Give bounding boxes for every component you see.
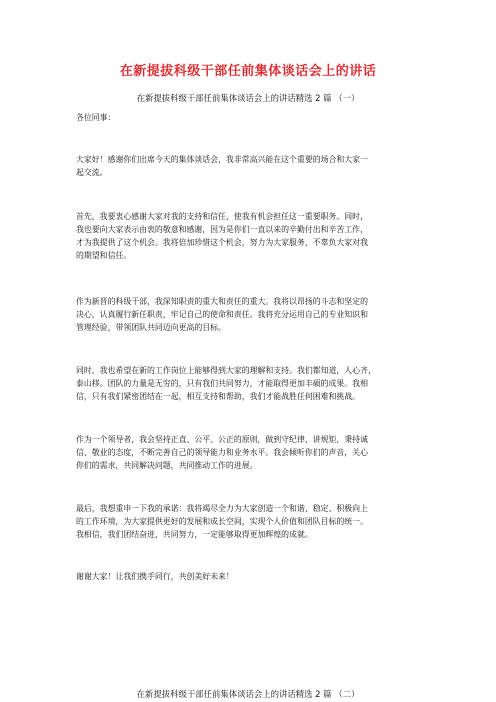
paragraph-line: 我也要向大家表示由衷的敬意和感谢，因为是你们一直以来的辛勤付出和辛苦工作， (76, 225, 368, 234)
paragraph-line: 泰山移。团队的力量是无穷的，只有我们共同努力，才能取得更加丰硕的成果。我相 (76, 379, 368, 388)
paragraph-line: 的期望和信任。 (76, 251, 132, 260)
paragraph-line: 我相信，我们团结奋进，共同努力，一定能够取得更加辉煌的成就。 (76, 530, 313, 539)
greeting-text: 各位同事： (76, 113, 116, 122)
paragraph-line: 谢谢大家！让我们携手同行，共创美好未来！ (76, 572, 234, 581)
paragraph-line: 大家好！感谢你们出席今天的集体谈话会，我非常高兴能在这个重要的场合和大家一 (76, 155, 368, 164)
greeting (76, 111, 434, 124)
paragraph-1 (76, 153, 434, 179)
paragraph-line: 同时，我也希望在新的工作岗位上能够得到大家的理解和支持。我们都知道，人心齐， (76, 366, 376, 375)
paragraph-2 (76, 210, 434, 262)
paragraph-6 (76, 502, 434, 541)
paragraph-5 (76, 433, 434, 472)
section-subtitle: 在新提拔科级干部任前集体谈话会上的讲话精选 2 篇 （二） (136, 689, 360, 699)
paragraph-line: 首先，我要衷心感谢大家对我的支持和信任，使我有机会担任这一重要职务。同时， (76, 212, 368, 221)
document-title: 在新提拔科级干部任前集体谈话会上的讲话 (119, 64, 377, 79)
paragraph-3 (76, 295, 434, 334)
section-subtitle: 在新提拔科级干部任前集体谈话会上的讲话精选 2 篇 （一） (136, 93, 360, 103)
paragraph-line: 决心，认真履行新任职责，牢记自己的使命和责任。我将充分运用自己的专业知识和 (76, 310, 368, 319)
paragraph-line: 最后，我想重申一下我的承诺：我将竭尽全力为大家创造一个和谐、稳定、积极向上 (76, 504, 368, 513)
paragraph-7 (76, 570, 434, 583)
paragraph-4 (76, 364, 434, 403)
paragraph-line: 起交流。 (76, 168, 108, 177)
paragraph-line: 信，只有我们紧密团结在一起，相互支持和帮助，我们才能战胜任何困难和挑战。 (76, 392, 361, 401)
paragraph-line: 你们的需求，共同解决问题，共同推动工作的进展。 (76, 461, 258, 470)
paragraph-line: 作为一个领导者，我会坚持正直、公平、公正的原则，做到守纪律、讲规矩，秉持诚 (76, 435, 368, 444)
paragraph-line: 管理经验，带领团队共同迈向更高的目标。 (76, 323, 226, 332)
paragraph-line: 信、敬业的态度，不断完善自己的领导能力和业务水平。我会倾听你们的声音，关心 (76, 448, 368, 457)
paragraph-line: 才为我提供了这个机会。我将倍加珍惜这个机会，努力为大家服务，不辜负大家对我 (76, 238, 368, 247)
paragraph-line: 作为新晋的科级干部，我深知职责的重大和责任的重大。我将以昂扬的斗志和坚定的 (76, 297, 368, 306)
paragraph-line: 的工作环境，为大家提供更好的发展和成长空间，实现个人价值和团队目标的统一。 (76, 517, 368, 526)
